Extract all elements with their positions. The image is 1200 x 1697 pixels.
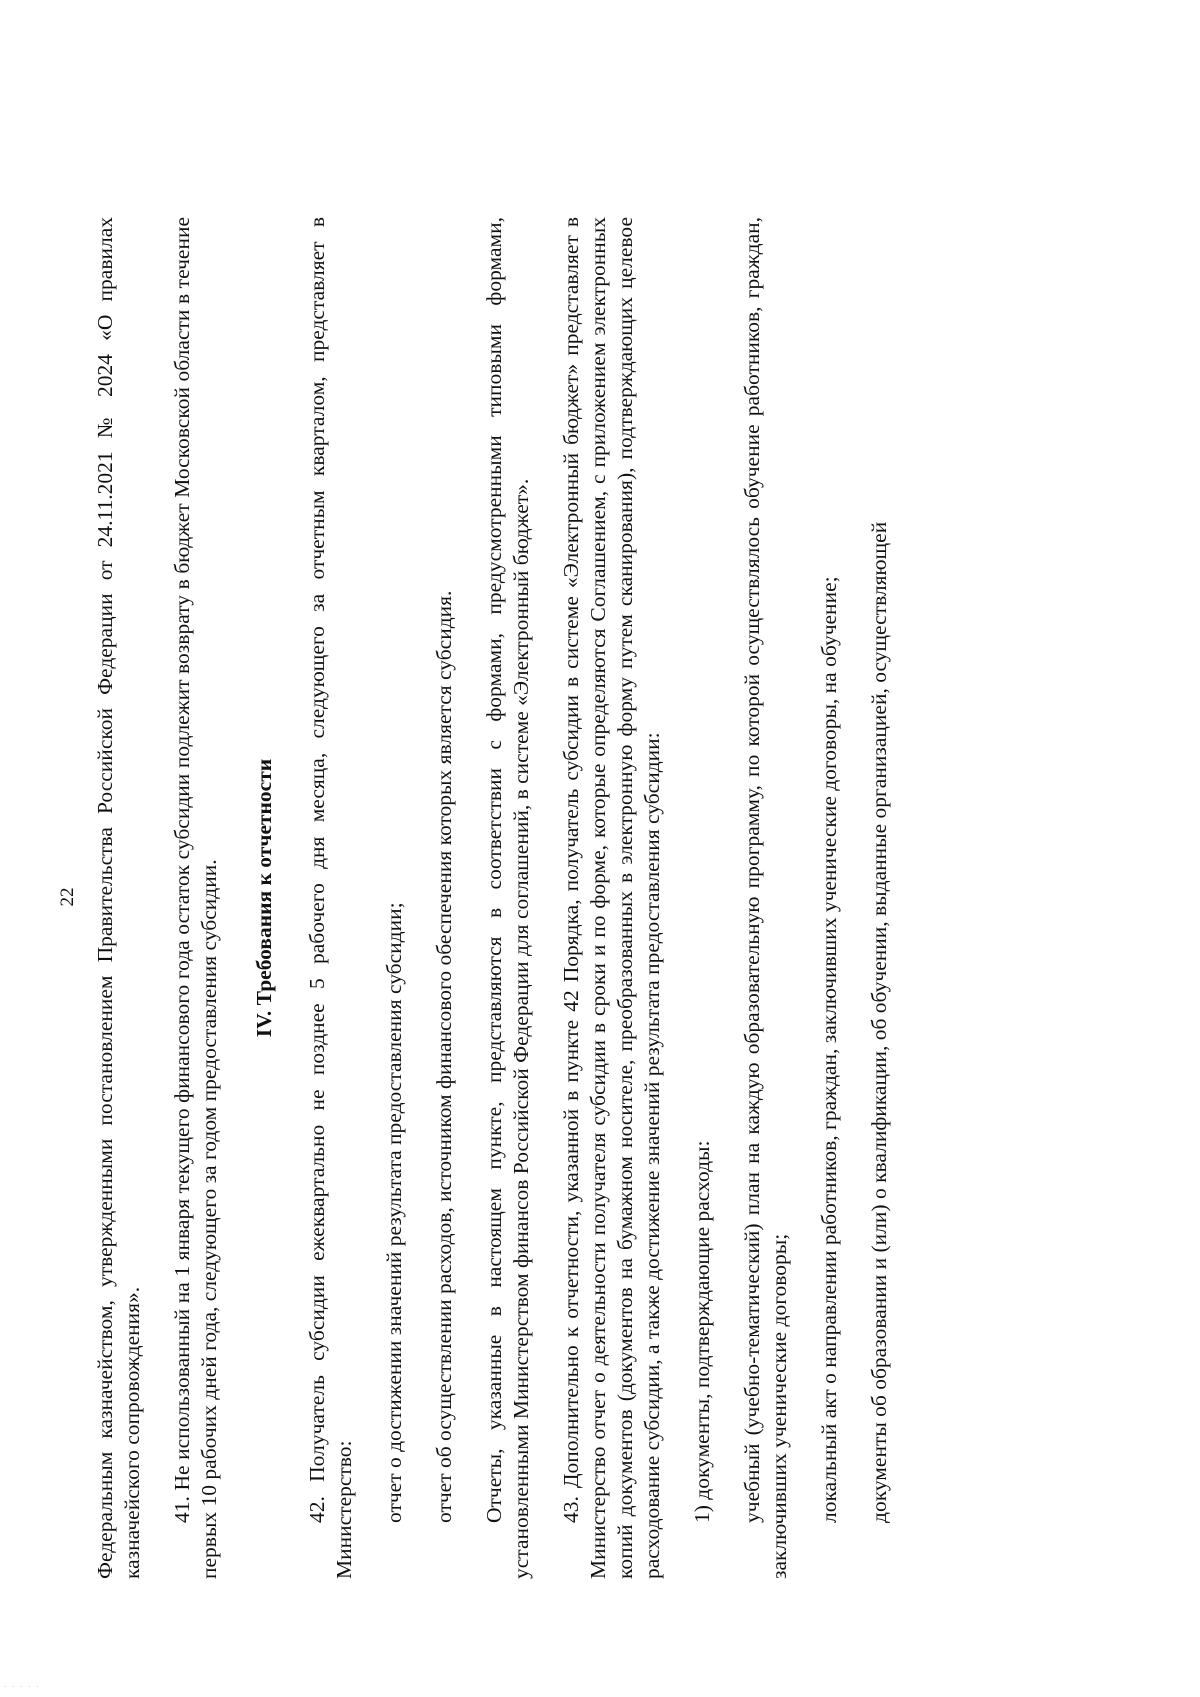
paragraph-education-documents: документы об образовании и (или) о квалификации, об обучении, выданные организацией, осуществляющей (867, 521, 891, 1523)
paragraph-reports-forms: Отчеты, указанные в настоящем пункте, представляются в соответствии с формами, предусмотренными типовыми формами, установленными Министерством финансов Российской Федерации для соглашений, в системе «Электронный бюджет». (482, 217, 533, 1579)
page-number: 22 (57, 887, 78, 907)
page-body (92, 217, 893, 1579)
paragraph-42-item-1: отчет о достижении значений результата предоставления субсидии; (382, 902, 406, 1523)
section-heading: IV. Требования к отчетности (252, 758, 276, 1038)
paragraph-study-plan: учебный (учебно-тематический) план на каждую образовательную программу, по которой осуществлялось обучение работников, граждан, заключивших ученические договоры; (740, 217, 791, 1579)
paragraph-43: 43. Дополнительно к отчетности, указанной в пункте 42 Порядка, получатель субсидии в системе «Электронный бюджет» представляет в Министерство отчет о деятельности получателя субсидии в сроки и по форме, которые определяются Соглашением, с приложением электронных копий документов (документов на бумажном носителе, преобразованных в электронную форму путем сканирования), подтверждающих целевое расходование субсидии, а также достижение значений результата предоставления субсидии: (559, 217, 664, 1579)
scan-artifact: · · · · · (4, 1683, 41, 1691)
paragraph-42-item-2: отчет об осуществлении расходов, источником финансового обеспечения которых является субсидия. (432, 590, 456, 1523)
paragraph-43-subitem-1: 1) документы, подтверждающие расходы: (690, 1140, 714, 1523)
paragraph-42: 42. Получатель субсидии ежеквартально не позднее 5 рабочего дня месяца, следующего за отчетным кварталом, представляет в Министерство: (305, 217, 356, 1579)
rotated-page (0, 97, 1200, 1697)
paragraph-local-act: локальный акт о направлении работников, граждан, заключивших ученические договоры, на обучение; (817, 576, 841, 1523)
paragraph-continuation: Федеральным казначейством, утвержденными постановлением Правительства Российской Федерации от 24.11.2021 № 2024 «О правилах казначейского сопровождения». (93, 217, 144, 1579)
paragraph-41: 41. Не использованный на 1 января текущего финансового года остаток субсидии подлежит возврату в бюджет Московской области в течение первых 10 рабочих дней года, следующего за годом предоставления субсидии. (170, 217, 221, 1579)
